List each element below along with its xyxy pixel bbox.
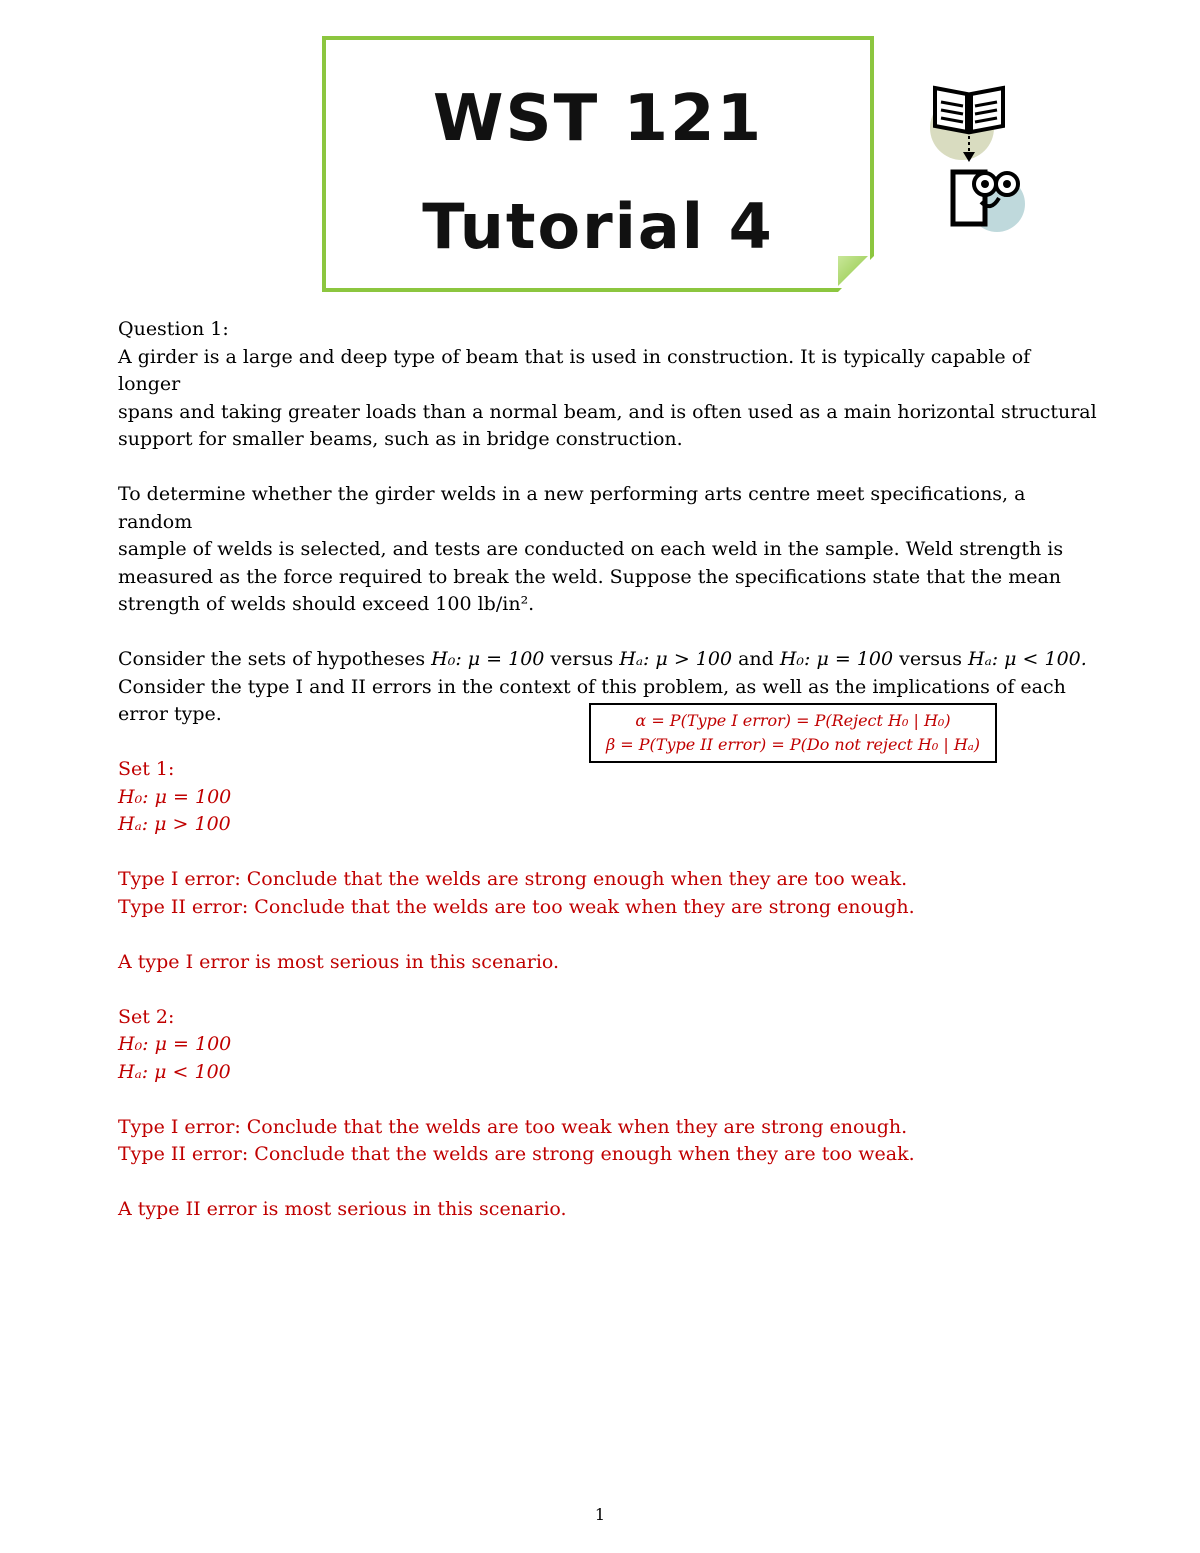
set-1 bbox=[118, 756, 1098, 1004]
error-formula-box bbox=[589, 703, 997, 763]
alt-hypothesis: Hₐ: μ > 100 bbox=[118, 813, 231, 835]
alt-hypothesis: Hₐ: μ < 100 bbox=[118, 1060, 231, 1083]
paragraph-line: measured as the force required to break the weld. Suppose the specifications state that the mean bbox=[118, 565, 1062, 588]
course-code: WST 121 bbox=[432, 82, 764, 156]
paragraph-line: A girder is a large and deep type of beam that is used in construction. It is typically capable of longer bbox=[118, 345, 1031, 395]
question-heading: Question 1: bbox=[118, 318, 229, 340]
paragraph-line: To determine whether the girder welds in a new performing arts centre meet specifications, a random bbox=[118, 483, 1026, 533]
paragraph-line: error type. bbox=[118, 703, 222, 725]
type-1-error: Type I error: Conclude that the welds are too weak when they are strong enough. bbox=[118, 1115, 908, 1138]
tutorial-title: Tutorial 4 bbox=[422, 190, 774, 263]
type-2-error: Type II error: Conclude that the welds are strong enough when they are too weak. bbox=[118, 1143, 915, 1165]
alpha-formula: α = P(Type I error) = P(Reject H₀ | H₀) bbox=[635, 711, 951, 730]
beta-formula: β = P(Type II error) = P(Do not reject H₀ | Hₐ) bbox=[605, 735, 981, 754]
math-h0: H₀: μ = 100 bbox=[431, 648, 545, 670]
null-hypothesis: H₀: μ = 100 bbox=[118, 785, 232, 808]
math-ha: Hₐ: μ < 100. bbox=[968, 648, 1087, 670]
title-card bbox=[322, 36, 874, 292]
hypotheses-line: Consider the sets of hypotheses H₀: μ = 100 versus Hₐ: μ > 100 and H₀: μ = 100 versus Hₐ: μ < 100. bbox=[118, 648, 1087, 670]
paragraph-line: Consider the type I and II errors in the context of this problem, as well as the implications of each bbox=[118, 675, 1066, 698]
type-2-error: Type II error: Conclude that the welds are too weak when they are strong enough. bbox=[118, 895, 915, 918]
paragraph-line: strength of welds should exceed 100 lb/in². bbox=[118, 593, 535, 615]
set-2 bbox=[118, 1004, 1098, 1224]
paragraph-line: support for smaller beams, such as in bridge construction. bbox=[118, 428, 683, 450]
book-reader-icon bbox=[925, 80, 1030, 240]
conclusion: A type I error is most serious in this scenario. bbox=[118, 950, 560, 973]
math-ha: Hₐ: μ > 100 bbox=[619, 648, 733, 670]
paragraph-line: spans and taking greater loads than a normal beam, and is often used as a main horizontal structural bbox=[118, 400, 1097, 423]
page-number: 1 bbox=[594, 1505, 606, 1524]
set-heading: Set 2: bbox=[118, 1005, 175, 1028]
type-1-error: Type I error: Conclude that the welds are strong enough when they are too weak. bbox=[118, 868, 908, 890]
question-content bbox=[118, 316, 1098, 1224]
conclusion: A type II error is most serious in this scenario. bbox=[118, 1198, 567, 1220]
paragraph-line: sample of welds is selected, and tests are conducted on each weld in the sample. Weld strength is bbox=[118, 538, 1064, 560]
set-heading: Set 1: bbox=[118, 758, 175, 780]
null-hypothesis: H₀: μ = 100 bbox=[118, 1033, 232, 1055]
math-h0: H₀: μ = 100 bbox=[779, 648, 894, 670]
